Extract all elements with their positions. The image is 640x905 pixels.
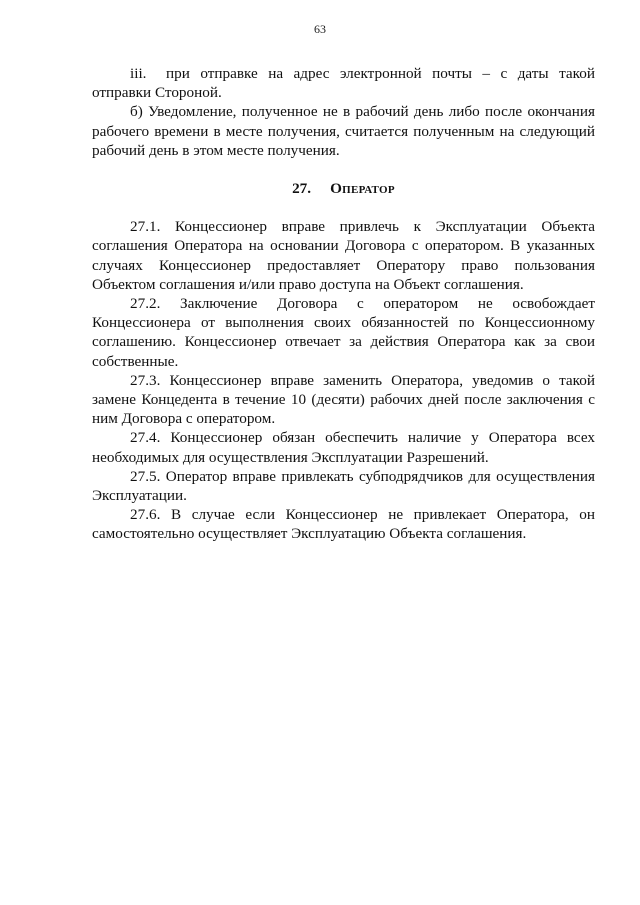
section-title: Оператор <box>330 180 395 198</box>
clause-27-6: 27.6. В случае если Концессионер не привлекает Оператора, он самостоятельно осуществляет Эксплуатацию Объекта соглашения. <box>92 506 595 543</box>
list-item-iii <box>92 64 595 102</box>
list-item-iii-text: при отправке на адрес электронной почты – с даты такой отправки Стороной. <box>92 65 595 102</box>
clause-27-3: 27.3. Концессионер вправе заменить Оператора, уведомив о такой замене Концедента в течение 10 (десяти) рабочих дней после заключения с ним Договора с оператором. <box>92 371 595 428</box>
section-heading <box>92 160 595 217</box>
clause-27-4: 27.4. Концессионер обязан обеспечить наличие у Оператора всех необходимых для осуществления Эксплуатации Разрешений. <box>92 429 595 466</box>
clause-27-2: 27.2. Заключение Договора с оператором не освобождает Концессионера от выполнения своих обязанностей по Концессионному соглашению. Концессионер отвечает за действия Оператора как за свои собственные. <box>92 295 595 370</box>
list-item-iii-marker: iii. <box>130 65 147 82</box>
paragraph-b: б) Уведомление, полученное не в рабочий день либо после окончания рабочего времени в месте получения, считается полученным на следующий рабочий день в этом месте получения. <box>92 103 595 159</box>
clause-27-5: 27.5. Оператор вправе привлекать субподрядчиков для осуществления Эксплуатации. <box>92 467 595 505</box>
page-number: 63 <box>314 22 326 36</box>
section-number: 27. <box>292 180 312 198</box>
clause-27-1: 27.1. Концессионер вправе привлечь к Эксплуатации Объекта соглашения Оператора на основании Договора с оператором. В указанных случаях Концессионер предоставляет Оператору право пользования Объектом соглашения и/или право доступа на Объект соглашения. <box>92 218 595 293</box>
document-body <box>92 64 595 544</box>
